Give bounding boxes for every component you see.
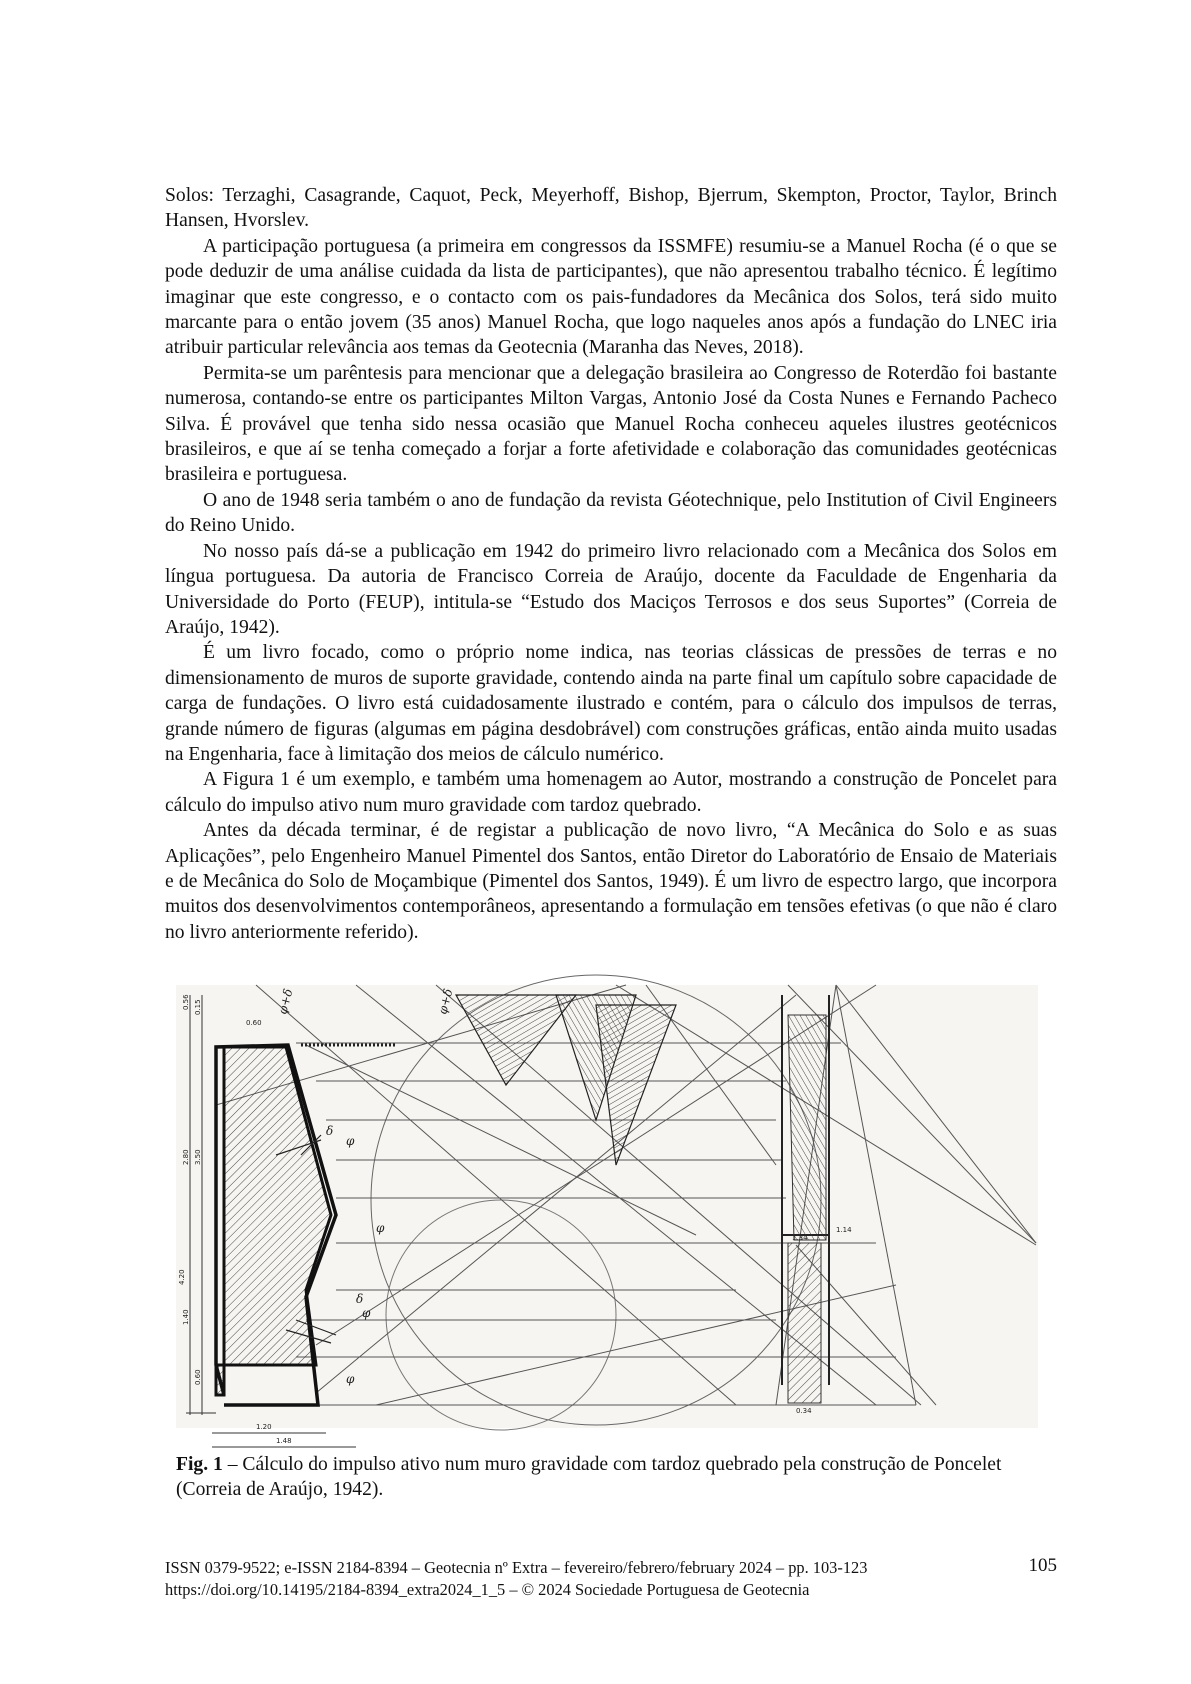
figure-caption	[176, 1452, 1056, 1502]
body-text	[165, 183, 1057, 945]
poncelet-construction-figure	[176, 985, 1038, 1445]
phi-delta-label: φ+δ	[275, 987, 296, 1016]
upper-hatched-triangle-c	[596, 1005, 676, 1165]
footer-doi: https://doi.org/10.14195/2184-8394_extra2024_1_5 – © 2024 Sociedade Portuguesa de Geotecnia	[165, 1580, 810, 1599]
dim-top-b: 0.15	[194, 999, 202, 1015]
phi-delta-label-2: φ+δ	[435, 987, 456, 1016]
dim-top-c: 0.60	[246, 1019, 262, 1027]
dim-r-114: 1.14	[836, 1226, 852, 1234]
dim-top-a: 0.56	[182, 994, 190, 1010]
footer-issn: ISSN 0379-9522; e-ISSN 2184-8394 – Geotecnia nº Extra – fevereiro/febrero/february 2024 – pp. 103-123	[165, 1558, 868, 1577]
paragraph: Permita-se um parêntesis para mencionar que a delegação brasileira ao Congresso de Roterdão foi bastante numerosa, contando-se entre os participantes Milton Vargas, Antonio José da Costa Nunes e Fernando Pacheco Silva. É provável que tenha sido nessa ocasião que Manuel Rocha conheceu aqueles ilustres geotécnicos brasileiros, e que aí se tenha começado a forjar a forte afetividade e colaboração das comunidades geotécnicas brasileira e portuguesa.	[165, 362, 1057, 486]
dim-h-280: 2.80	[182, 1149, 190, 1165]
phi-label: φ	[346, 1134, 355, 1148]
right-hatched-triangle	[788, 1015, 826, 1240]
figure-drawing	[176, 985, 1038, 1445]
paragraph: A Figura 1 é um exemplo, e também uma homenagem ao Autor, mostrando a construção de Poncelet para cálculo do impulso ativo num muro gravidade com tardoz quebrado.	[165, 769, 1057, 816]
dim-r-034: 0.34	[796, 1407, 812, 1415]
page-footer	[165, 1557, 1057, 1601]
dim-h-350: 3.50	[194, 1149, 202, 1165]
phi-label-4: φ	[346, 1372, 355, 1386]
paragraph: A participação portuguesa (a primeira em congressos da ISSMFE) resumiu-se a Manuel Rocha (é o que se pode deduzir de uma análise cuidada da lista de participantes), que não apresentou trabalho técnico. É legítimo imaginar que este congresso, e o contacto com os pais-fundadores da Mecânica dos Solos, terá sido muito marcante para o então jovem (35 anos) Manuel Rocha, que logo naqueles anos após a fundação do LNEC iria atribuir particular relevância aos temas da Geotecnia (Maranha das Neves, 2018).	[165, 235, 1057, 359]
dim-h-060: 0.60	[194, 1369, 202, 1385]
dim-h-420: 4.20	[178, 1269, 186, 1285]
caption-text: – Cálculo do impulso ativo num muro gravidade com tardoz quebrado pela construção de Poncelet (Correia de Araújo, 1942).	[176, 1454, 1002, 1500]
delta-label: δ	[326, 1124, 334, 1138]
paragraph: O ano de 1948 seria também o ano de fundação da revista Géotechnique, pelo Institution of Civil Engineers do Reino Unido.	[165, 489, 1057, 537]
lower-circle	[386, 1200, 616, 1430]
phi-label-2: φ	[376, 1221, 385, 1235]
paragraph: É um livro focado, como o próprio nome indica, nas teorias clássicas de pressões de terras e no dimensionamento de muros de suporte gravidade, contendo ainda na parte final um capítulo sobre capacidade de carga de fundações. O livro está cuidadosamente ilustrado e contém, para o cálculo dos impulsos de terras, grande número de figuras (algumas em página desdobrável) com construções gráficas, então ainda muito usadas na Engenharia, face à limitação dos meios de cálculo numérico.	[165, 642, 1057, 765]
upper-hatched-triangle-a	[456, 995, 576, 1085]
phi-label-3: φ	[362, 1306, 371, 1320]
paragraph: No nosso país dá-se a publicação em 1942 do primeiro livro relacionado com a Mecânica dos Solos em língua portuguesa. Da autoria de Francisco Correia de Araújo, docente da Faculdade de Engenharia da Universidade do Porto (FEUP), intitula-se “Estudo dos Maciços Terrosos e dos seus Suportes” (Correia de Araújo, 1942).	[165, 540, 1057, 638]
dim-h-140: 1.40	[182, 1309, 190, 1325]
retaining-wall	[216, 1047, 334, 1395]
page-number: 105	[1028, 1555, 1057, 1576]
right-hatched-strip	[788, 1243, 821, 1403]
caption-label: Fig. 1	[176, 1454, 223, 1475]
paragraph: Antes da década terminar, é de registar a publicação de novo livro, “A Mecânica do Solo e as suas Aplicações”, pelo Engenheiro Manuel Pimentel dos Santos, então Diretor do Laboratório de Ensaio de Materiais e de Mecânica do Solo de Moçambique (Pimentel dos Santos, 1949). É um livro de espectro largo, que incorpora muitos dos desenvolvimentos contemporâneos, apresentando a formulação em tensões efetivas (o que não é claro no livro anteriormente referido).	[165, 820, 1057, 943]
delta-label-2: δ	[356, 1292, 364, 1306]
dim-w-148: 1.48	[276, 1437, 292, 1445]
dim-w-120: 1.20	[256, 1423, 272, 1431]
dim-r-134: 1.34	[792, 1234, 808, 1242]
paragraph: Solos: Terzaghi, Casagrande, Caquot, Peck, Meyerhoff, Bishop, Bjerrum, Skempton, Proctor, Taylor, Brinch Hansen, Hvorslev.	[165, 185, 1057, 232]
